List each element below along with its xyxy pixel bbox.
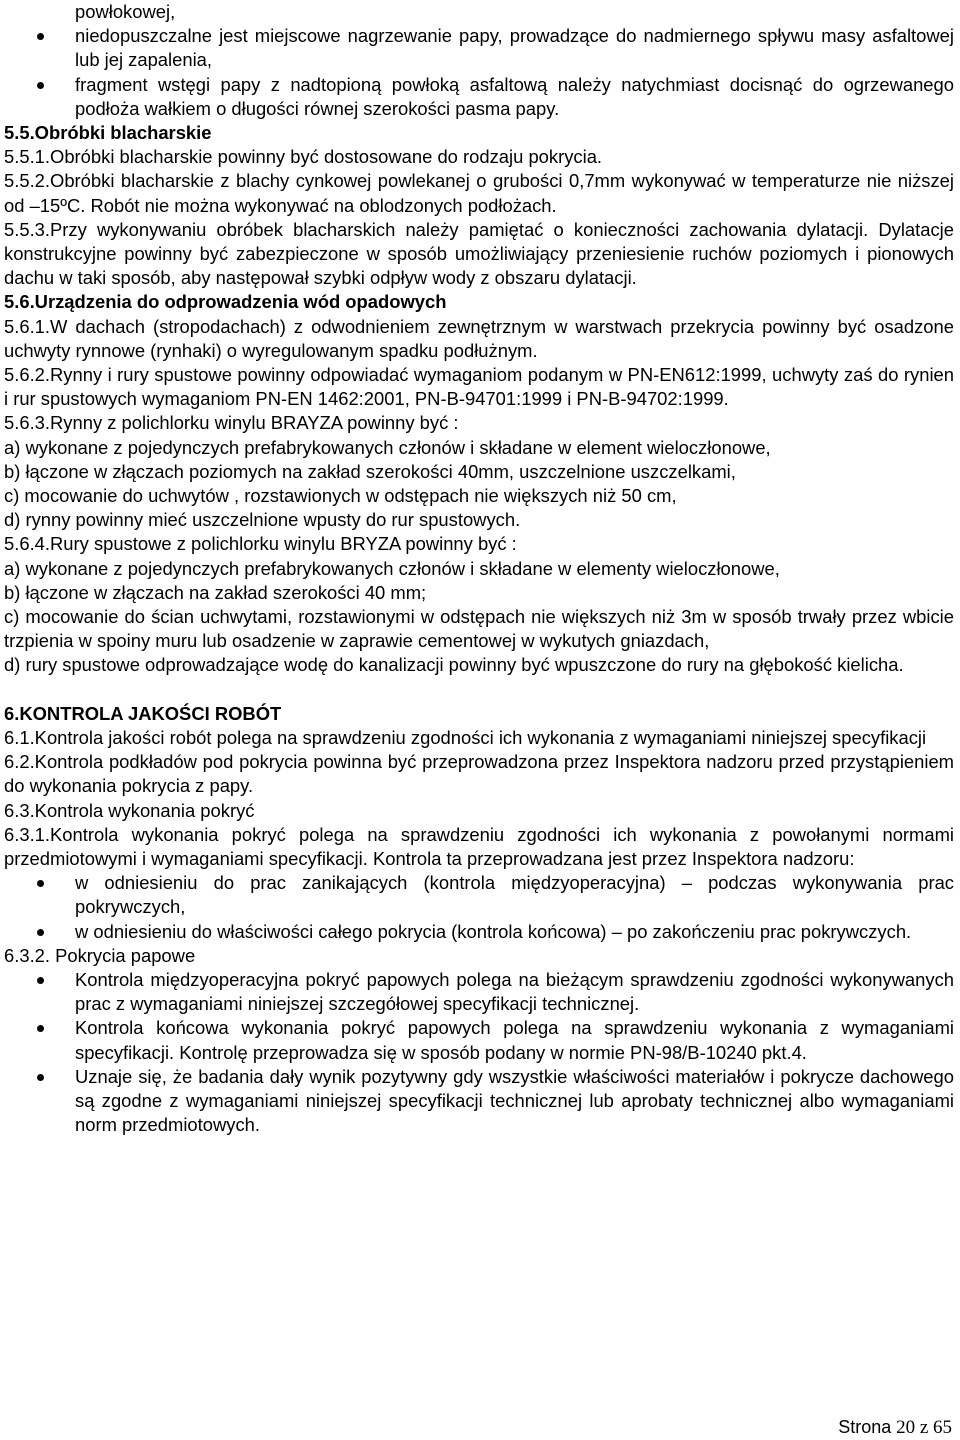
document-body: [4, 0, 954, 1137]
paragraph: 5.5.2.Obróbki blacharskie z blachy cynkowej powlekanej o grubości 0,7mm wykonywać w temperaturze nie niższej od –15ºC. Robót nie można wykonywać na oblodzonych podłożach.: [4, 170, 954, 216]
paragraph: 5.5.1.Obróbki blacharskie powinny być dostosowane do rodzaju pokrycia.: [4, 146, 603, 168]
paragraph: 5.5.3.Przy wykonywaniu obróbek blacharskich należy pamiętać o konieczności zachowania dylatacji. Dylatacje konstrukcyjne powinny być zabezpieczone w sposób umożliwiający przeniesienie ruchów poziomych i pionowych dachu w taki sposób, aby następował szybki odpływ wody z obszaru dylatacji.: [4, 218, 954, 289]
list-item-text: w odniesieniu do właściwości całego pokrycia (kontrola końcowa) – po zakończeniu prac pokrywczych.: [75, 920, 912, 942]
paragraph: b) łączone w złączach poziomych na zakład szerokości 40mm, uszczelnione uszczelkami,: [4, 460, 736, 482]
list-item-text: w odniesieniu do prac zanikających (kontrola międzyoperacyjna) – podczas wykonywania prac pokrywczych,: [75, 872, 954, 918]
page-footer: [838, 1416, 952, 1439]
bullet-icon: [37, 1025, 44, 1032]
list-item-text: fragment wstęgi papy z nadtopioną powłoką asfaltową należy natychmiast docisnąć do ogrzewanego podłoża wałkiem o długości równej szerokości pasma papy.: [75, 73, 954, 119]
footer-page-number: 20: [896, 1417, 916, 1438]
list-item-text: Kontrola międzyoperacyjna pokryć papowych polega na bieżącym sprawdzeniu zgodności wykonywanych prac z wymaganiami niniejszej szczegółowej specyfikacji technicznej.: [75, 968, 954, 1015]
list-item: [4, 968, 954, 1016]
paragraph: 5.6.3.Rynny z polichlorku winylu BRAYZA powinny być :: [4, 412, 459, 434]
list-item-text: Kontrola końcowa wykonania pokryć papowych polega na sprawdzeniu wykonania z wymaganiami specyfikacji. Kontrolę przeprowadza się w sposób podany w normie PN-98/B-10240 pkt.4.: [75, 1017, 954, 1063]
footer-of: z: [919, 1417, 929, 1438]
list-item-text: Uznaje się, że badania dały wynik pozytywny gdy wszystkie właściwości materiałów i pokrycze dachowego są zgodne z wymaganiami niniejszej specyfikacji technicznej lub aprobaty technicznej albo wymaganiami norm przedmiotowych.: [75, 1065, 954, 1136]
paragraph: b) łączone w złączach na zakład szerokości 40 mm;: [4, 581, 427, 603]
bullet-icon: [37, 880, 44, 887]
list-item: [4, 920, 954, 944]
footer-page-total: 65: [933, 1417, 952, 1438]
paragraph: d) rynny powinny mieć uszczelnione wpusty do rur spustowych.: [4, 509, 521, 531]
list-item-text: niedopuszczalne jest miejscowe nagrzewanie papy, prowadzące do nadmiernego spływu masy asfaltowej lub jej zapalenia,: [75, 25, 954, 71]
paragraph: 5.6.2.Rynny i rury spustowe powinny odpowiadać wymaganiom podanym w PN-EN612:1999, uchwyty zaś do rynien i rur spustowych wymaganiom PN-EN 1462:2001, PN-B-94701:1999 i PN-B-94702:1999.: [4, 364, 954, 410]
paragraph: 5.6.1.W dachach (stropodachach) z odwodnieniem zewnętrznym w warstwach przekrycia powinny być osadzone uchwyty rynnowe (rynhaki) o wyregulowanym spadku podłużnym.: [4, 315, 954, 361]
paragraph: a) wykonane z pojedynczych prefabrykowanych członów i składane w elementy wieloczłonowe,: [4, 557, 780, 579]
section-heading: 6.KONTROLA JAKOŚCI ROBÓT: [4, 702, 282, 724]
paragraph: 5.6.4.Rury spustowe z polichlorku winylu BRYZA powinny być :: [4, 533, 517, 555]
bullet-list: [4, 24, 954, 121]
bullet-icon: [37, 1074, 44, 1081]
paragraph: 6.3.Kontrola wykonania pokryć: [4, 799, 255, 821]
bullet-icon: [37, 82, 44, 89]
paragraph: 6.1.Kontrola jakości robót polega na sprawdzeniu zgodności ich wykonania z wymaganiami niniejszej specyfikacji: [4, 726, 927, 748]
list-item: [4, 73, 954, 121]
paragraph: 6.3.1.Kontrola wykonania pokryć polega na sprawdzeniu zgodności ich wykonania z powołanymi normami przedmiotowymi i wymaganiami specyfikacji. Kontrola ta przeprowadzana jest przez Inspektora nadzoru:: [4, 823, 954, 869]
bullet-icon: [37, 33, 44, 40]
bullet-icon: [37, 929, 44, 936]
section-heading: 5.5.Obróbki blacharskie: [4, 122, 212, 144]
paragraph: c) mocowanie do ścian uchwytami, rozstawionymi w odstępach nie większych niż 3m w sposób trwały przez wbicie trzpienia w spoiny muru lub osadzenie w zaprawie cementowej w wykutych gniazdach,: [4, 606, 954, 652]
footer-label: Strona: [838, 1417, 892, 1437]
bullet-list: [4, 968, 954, 1137]
list-item: [4, 24, 954, 72]
bullet-icon: [37, 977, 44, 984]
paragraph: 6.3.2. Pokrycia papowe: [4, 944, 196, 966]
paragraph: c) mocowanie do uchwytów , rozstawionych w odstępach nie większych niż 50 cm,: [4, 485, 677, 507]
list-item: [4, 1065, 954, 1138]
paragraph: a) wykonane z pojedynczych prefabrykowanych członów i składane w element wieloczłonowe,: [4, 436, 771, 458]
list-item: [4, 1016, 954, 1064]
paragraph: 6.2.Kontrola podkładów pod pokrycia powinna być przeprowadzona przez Inspektora nadzoru przed przystąpieniem do wykonania pokrycia z papy.: [4, 751, 954, 797]
paragraph: powłokowej,: [75, 1, 176, 22]
bullet-list: [4, 871, 954, 944]
list-item: [4, 871, 954, 919]
paragraph: d) rury spustowe odprowadzające wodę do kanalizacji powinny być wpuszczone do rury na głębokość kielicha.: [4, 654, 904, 676]
section-heading: 5.6.Urządzenia do odprowadzenia wód opadowych: [4, 291, 447, 313]
